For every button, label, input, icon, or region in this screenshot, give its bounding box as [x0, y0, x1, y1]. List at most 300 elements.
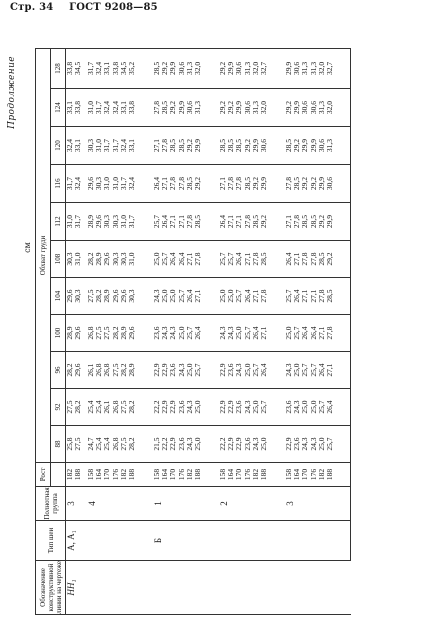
measurement-value: 30,3 [127, 289, 137, 303]
measurement-value: 31,7 [85, 61, 95, 76]
measurement-value: 26,4 [151, 176, 161, 191]
measurement-value: 25,7 [234, 289, 244, 303]
measurement-value: 28,2 [65, 363, 74, 377]
measurement-value: 28,2 [93, 289, 103, 303]
measurement-value: 22,2 [151, 400, 161, 414]
height-cell [87, 463, 153, 487]
value-cell [285, 389, 351, 426]
designation-cell: НН₁ [66, 561, 351, 615]
measurement-value: 27,1 [151, 138, 161, 153]
height-value: 176 [242, 468, 252, 481]
measurement-value: 22,9 [168, 400, 178, 414]
value-cell [285, 315, 351, 352]
measurement-value: 26,1 [102, 400, 112, 414]
measurement-value: 30,3 [102, 214, 112, 229]
table-row [153, 48, 219, 614]
measurement-value: 35,2 [127, 61, 137, 76]
measurement-value: 27,8 [283, 176, 293, 191]
measurement-value: 27,8 [176, 176, 186, 191]
measurement-value: 27,8 [151, 100, 161, 115]
measurement-value: 27,1 [242, 252, 252, 266]
measurement-value: 31,7 [102, 138, 112, 153]
measurement-value: 22,9 [283, 437, 293, 451]
height-value: 158 [85, 468, 95, 481]
height-value: 170 [300, 468, 310, 481]
continuation-label: Продолжение [7, 56, 17, 129]
measurement-value: 27,1 [291, 252, 301, 266]
measurement-value: 31,3 [242, 61, 252, 76]
measurement-value: 33,8 [110, 61, 120, 76]
measurement-value: 27,8 [317, 289, 327, 303]
header-chest: Обхват груди [36, 48, 51, 462]
measurement-value: 27,8 [308, 252, 318, 266]
height-cell [285, 463, 351, 487]
value-cell [87, 165, 153, 203]
height-value: 188 [73, 468, 83, 481]
measurement-value: 28,9 [93, 252, 103, 266]
measurement-value: 33,1 [119, 100, 129, 115]
measurement-value: 24,3 [159, 326, 169, 340]
measurement-value: 29,2 [308, 176, 318, 191]
measurement-value: 26,8 [110, 400, 120, 414]
group-cell: 2 [219, 487, 285, 521]
measurement-value: 27,1 [217, 176, 227, 191]
value-cell [66, 203, 87, 241]
measurement-value: 25,0 [168, 289, 178, 303]
value-cell [153, 389, 219, 426]
measurement-value: 25,7 [217, 252, 227, 266]
height-value: 164 [291, 468, 301, 481]
measurement-value: 25,0 [283, 326, 293, 340]
measurement-value: 29,2 [317, 214, 327, 229]
value-cell [219, 278, 285, 315]
measurement-value: 32,4 [127, 176, 137, 191]
measurement-value: 28,2 [85, 252, 95, 266]
measurement-value: 27,5 [73, 437, 83, 451]
measurement-value: 30,6 [234, 61, 244, 76]
measurement-value: 24,3 [300, 437, 310, 451]
measurement-value: 32,4 [119, 138, 129, 153]
measurement-value: 25,7 [317, 400, 327, 414]
measurement-value: 26,8 [93, 363, 103, 377]
value-cell [285, 165, 351, 203]
measurement-value: 30,3 [73, 289, 83, 303]
measurement-value: 32,0 [193, 61, 203, 76]
measurement-value: 25,7 [242, 326, 252, 340]
measurement-value: 22,9 [225, 437, 235, 451]
measurement-value: 29,9 [291, 100, 301, 115]
measurement-value: 29,2 [259, 214, 269, 229]
measurement-value: 27,5 [65, 400, 74, 414]
header-height: Рост [36, 463, 51, 487]
measurement-value: 27,1 [317, 326, 327, 340]
measurement-value: 31,0 [65, 214, 74, 229]
measurement-value: 29,2 [300, 176, 310, 191]
measurement-value: 29,6 [73, 363, 83, 377]
measurement-value: 32,4 [65, 138, 74, 153]
height-value: 176 [308, 468, 318, 481]
measurement-value: 23,6 [291, 437, 301, 451]
measurement-value: 30,6 [176, 61, 186, 76]
measurement-value: 25,0 [234, 326, 244, 340]
value-cell [153, 89, 219, 127]
value-cell [66, 278, 87, 315]
measurement-value: 31,0 [110, 176, 120, 191]
measurement-value: 33,8 [65, 61, 74, 76]
measurement-value: 28,5 [308, 214, 318, 229]
value-cell [87, 127, 153, 165]
measurement-value: 25,0 [193, 437, 203, 451]
measurement-value: 27,5 [102, 326, 112, 340]
measurement-value: 31,3 [317, 100, 327, 115]
value-cell [66, 241, 87, 278]
height-value: 188 [193, 468, 203, 481]
measurement-value: 25,4 [93, 437, 103, 451]
measurement-value: 25,7 [225, 252, 235, 266]
measurement-value: 25,0 [242, 363, 252, 377]
measurement-value: 33,1 [65, 100, 74, 115]
measurement-value: 27,8 [234, 176, 244, 191]
measurement-value: 31,7 [119, 176, 129, 191]
measurement-value: 29,2 [217, 100, 227, 115]
measurement-value: 25,4 [102, 437, 112, 451]
measurement-value: 28,5 [300, 214, 310, 229]
measurement-value: 25,0 [259, 437, 269, 451]
measurement-value: 29,9 [225, 61, 235, 76]
measurement-value: 27,1 [308, 289, 318, 303]
measurement-value: 26,4 [308, 326, 318, 340]
value-cell [219, 389, 285, 426]
measurement-value: 32,0 [251, 61, 261, 76]
measurement-value: 31,0 [102, 176, 112, 191]
measurement-value: 26,4 [217, 214, 227, 229]
value-cell [66, 89, 87, 127]
value-cell [153, 241, 219, 278]
height-value: 164 [93, 468, 103, 481]
measurement-value: 26,4 [325, 400, 335, 414]
type-cell [285, 521, 351, 561]
measurement-value: 23,6 [283, 400, 293, 414]
measurement-value: 25,7 [159, 252, 169, 266]
group-cell: 3 [285, 487, 351, 521]
measurement-value: 27,1 [259, 326, 269, 340]
measurement-value: 24,3 [234, 363, 244, 377]
value-cell [87, 203, 153, 241]
group-cell: 4 [87, 487, 153, 521]
measurement-value: 26,4 [283, 252, 293, 266]
group-cell: 1 [153, 487, 219, 521]
measurement-value: 27,8 [225, 176, 235, 191]
header-type: Тип шеи [36, 521, 66, 561]
measurement-value: 32,4 [73, 176, 83, 191]
measurement-value: 29,9 [176, 100, 186, 115]
measurement-value: 25,0 [300, 400, 310, 414]
value-cell [87, 48, 153, 88]
measurement-value: 24,3 [217, 326, 227, 340]
measurement-value: 27,8 [300, 252, 310, 266]
measurement-value: 28,5 [176, 138, 186, 153]
measurement-value: 31,7 [127, 214, 137, 229]
measurement-value: 27,1 [168, 214, 178, 229]
measurement-value: 31,3 [308, 61, 318, 76]
measurement-value: 29,9 [308, 138, 318, 153]
value-cell [153, 315, 219, 352]
measurement-value: 27,8 [159, 138, 169, 153]
measurement-value: 23,6 [168, 363, 178, 377]
height-value: 170 [168, 468, 178, 481]
measurement-value: 26,4 [176, 252, 186, 266]
header-group: Полнотная группа [36, 487, 66, 521]
value-cell [66, 315, 87, 352]
height-cell [66, 463, 87, 487]
measurement-value: 31,3 [193, 100, 203, 115]
measurement-value: 33,8 [127, 100, 137, 115]
height-cell [219, 463, 285, 487]
measurement-value: 25,7 [185, 326, 195, 340]
value-cell [153, 426, 219, 463]
measurement-value: 29,6 [119, 289, 129, 303]
height-value: 170 [234, 468, 244, 481]
measurement-value: 28,9 [85, 214, 95, 229]
measurement-value: 29,9 [317, 176, 327, 191]
header-designation: Обозначение конструктивной линии на чертеже [36, 561, 66, 615]
measurement-value: 29,2 [168, 100, 178, 115]
measurement-value: 29,6 [85, 176, 95, 191]
measurement-value: 25,7 [291, 326, 301, 340]
measurement-value: 25,0 [251, 400, 261, 414]
header-chest-size: 112 [51, 203, 66, 241]
value-cell [219, 203, 285, 241]
measurement-value: 26,4 [185, 289, 195, 303]
measurement-value: 32,7 [259, 61, 269, 76]
measurement-value: 23,6 [234, 400, 244, 414]
measurement-value: 29,9 [325, 214, 335, 229]
measurement-value: 29,6 [73, 326, 83, 340]
measurement-value: 29,9 [283, 61, 293, 76]
measurement-value: 28,9 [65, 326, 74, 340]
value-cell [285, 241, 351, 278]
measurement-value: 27,1 [283, 214, 293, 229]
measurement-value: 25,7 [259, 400, 269, 414]
measurement-value: 29,2 [193, 176, 203, 191]
value-cell [87, 315, 153, 352]
measurement-value: 32,0 [259, 100, 269, 115]
value-cell [219, 426, 285, 463]
measurement-value: 29,2 [251, 176, 261, 191]
measurement-value: 25,0 [291, 363, 301, 377]
value-cell [87, 389, 153, 426]
rotated-table-area [7, 50, 422, 615]
value-cell [219, 48, 285, 88]
table-row [285, 48, 351, 614]
measurement-value: 28,5 [317, 252, 327, 266]
header-chest-size: 116 [51, 165, 66, 203]
measurement-value: 29,2 [185, 138, 195, 153]
measurement-value: 25,7 [176, 289, 186, 303]
measurement-value: 28,5 [185, 176, 195, 191]
measurement-value: 30,6 [325, 176, 335, 191]
measurement-value: 27,1 [159, 176, 169, 191]
header-height-blank [51, 463, 66, 487]
measurement-value: 27,1 [234, 214, 244, 229]
value-cell [87, 352, 153, 389]
measurement-value: 28,5 [234, 138, 244, 153]
value-cell [66, 426, 87, 463]
table-row [87, 48, 153, 614]
measurement-value: 25,7 [283, 289, 293, 303]
value-cell [66, 165, 87, 203]
measurement-value: 30,6 [259, 138, 269, 153]
measurement-value: 26,4 [234, 252, 244, 266]
measurement-value: 26,4 [300, 326, 310, 340]
value-cell [153, 352, 219, 389]
measurement-value: 29,9 [300, 138, 310, 153]
measurement-value: 26,1 [85, 363, 95, 377]
measurement-value: 33,1 [73, 138, 83, 153]
measurement-value: 29,6 [102, 252, 112, 266]
measurement-value: 31,0 [85, 100, 95, 115]
header-chest-size: 88 [51, 426, 66, 463]
measurement-value: 30,3 [119, 252, 129, 266]
measurement-value: 27,5 [93, 326, 103, 340]
measurement-value: 27,8 [259, 289, 269, 303]
measurement-value: 24,3 [291, 400, 301, 414]
measurement-value: 25,0 [317, 437, 327, 451]
measurement-value: 34,5 [73, 61, 83, 76]
measurement-value: 26,4 [291, 289, 301, 303]
header-chest-size: 96 [51, 352, 66, 389]
measurement-value: 30,3 [93, 176, 103, 191]
header-chest-size: 108 [51, 241, 66, 278]
height-cell [153, 463, 219, 487]
measurement-value: 24,3 [168, 326, 178, 340]
measurement-value: 26,8 [85, 326, 95, 340]
measurement-value: 30,6 [242, 100, 252, 115]
height-value: 164 [159, 468, 169, 481]
height-value: 158 [217, 468, 227, 481]
measurement-value: 29,9 [193, 138, 203, 153]
measurement-value: 29,6 [93, 214, 103, 229]
measurement-value: 31,3 [251, 100, 261, 115]
height-value: 158 [283, 468, 293, 481]
measurement-value: 27,1 [325, 363, 335, 377]
header-chest-size: 100 [51, 315, 66, 352]
measurement-value: 25,4 [85, 400, 95, 414]
value-cell [66, 389, 87, 426]
measurement-value: 28,2 [119, 363, 129, 377]
measurement-value: 28,2 [127, 400, 137, 414]
measurement-value: 27,8 [193, 252, 203, 266]
table-row [66, 48, 87, 614]
value-cell [66, 48, 87, 88]
measurement-value: 33,8 [73, 100, 83, 115]
value-cell [87, 426, 153, 463]
height-value: 170 [102, 468, 112, 481]
measurement-value: 31,0 [93, 138, 103, 153]
measurement-value: 24,3 [185, 437, 195, 451]
measurement-value: 30,6 [317, 138, 327, 153]
measurement-value: 28,5 [242, 176, 252, 191]
measurement-value: 30,3 [85, 138, 95, 153]
height-value: 158 [151, 468, 161, 481]
measurement-value: 29,6 [65, 289, 74, 303]
value-cell [153, 48, 219, 88]
height-value: 182 [317, 468, 327, 481]
page-header [10, 2, 310, 18]
measurement-value: 27,8 [291, 214, 301, 229]
measurement-value: 24,3 [251, 437, 261, 451]
value-cell [87, 278, 153, 315]
height-value: 188 [259, 468, 269, 481]
measurement-value: 28,5 [225, 138, 235, 153]
measurement-value: 28,2 [127, 437, 137, 451]
value-cell [219, 315, 285, 352]
measurement-value: 29,2 [159, 61, 169, 76]
height-value: 164 [225, 468, 235, 481]
measurement-value: 25,7 [308, 363, 318, 377]
measurement-value: 25,0 [185, 363, 195, 377]
measurement-value: 30,6 [308, 100, 318, 115]
measurement-value: 26,4 [251, 326, 261, 340]
value-cell [153, 127, 219, 165]
measurement-value: 26,4 [259, 363, 269, 377]
measurement-value: 32,0 [317, 61, 327, 76]
value-cell [285, 203, 351, 241]
value-cell [153, 203, 219, 241]
measurement-value: 29,2 [325, 252, 335, 266]
measurement-value: 29,9 [234, 100, 244, 115]
measurement-value: 23,6 [225, 363, 235, 377]
measurement-value: 22,9 [151, 363, 161, 377]
measurement-value: 25,0 [176, 326, 186, 340]
measurement-value: 31,3 [325, 138, 335, 153]
value-cell [219, 165, 285, 203]
measurement-value: 24,7 [85, 437, 95, 451]
value-cell [153, 165, 219, 203]
measurement-value: 23,6 [151, 326, 161, 340]
measurement-value: 25,7 [251, 363, 261, 377]
measurement-value: 25,8 [65, 437, 74, 451]
measurement-value: 22,9 [217, 400, 227, 414]
table-body [66, 48, 351, 614]
value-cell [219, 89, 285, 127]
measurement-value: 29,6 [110, 289, 120, 303]
measurement-value: 25,0 [159, 289, 169, 303]
measurement-value: 30,6 [185, 100, 195, 115]
height-value: 188 [127, 468, 137, 481]
measurement-value: 24,3 [242, 400, 252, 414]
measurement-value: 25,7 [300, 363, 310, 377]
measurement-value: 27,8 [251, 252, 261, 266]
measurement-value: 29,2 [283, 100, 293, 115]
measurement-value: 24,3 [225, 326, 235, 340]
measurement-value: 25,7 [151, 214, 161, 229]
measurement-value: 22,9 [159, 363, 169, 377]
measurement-value: 29,2 [225, 100, 235, 115]
type-cell [87, 521, 153, 561]
header-chest-size: 120 [51, 127, 66, 165]
height-value: 182 [251, 468, 261, 481]
measurement-value: 26,8 [102, 363, 112, 377]
measurement-value: 29,9 [259, 176, 269, 191]
measurement-value: 28,2 [110, 326, 120, 340]
measurement-value: 32,7 [325, 61, 335, 76]
measurement-value: 32,0 [325, 100, 335, 115]
measurement-value: 31,7 [65, 176, 74, 191]
value-cell [285, 278, 351, 315]
measurement-value: 29,2 [217, 61, 227, 76]
value-cell [219, 127, 285, 165]
